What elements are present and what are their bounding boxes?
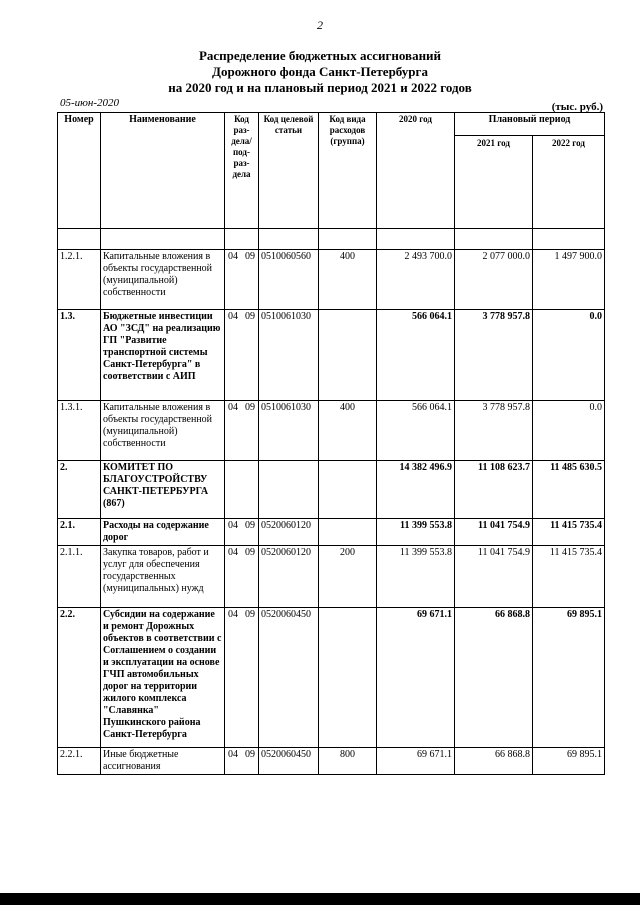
- row-name: Расходы на содержание дорог: [101, 519, 225, 546]
- title-line-3: на 2020 год и на плановый период 2021 и 2022 годов: [168, 80, 472, 95]
- document-title: [0, 48, 640, 96]
- header-expense-code: Код вида расходов (группа): [319, 113, 377, 229]
- row-target-code: 0520060120: [259, 546, 319, 608]
- scan-bottom-border: [0, 893, 640, 905]
- header-planned-period: Плановый период: [455, 113, 605, 136]
- row-subsection: 09: [245, 609, 255, 620]
- row-amount-2022: 1 497 900.0: [533, 250, 605, 310]
- row-expense-group: 800: [319, 748, 377, 775]
- header-number: Номер: [58, 113, 101, 229]
- row-amount-2020: [377, 229, 455, 250]
- row-name: Бюджетные инвестиции АО "ЗСД" на реализацию ГП "Развитие транспортной системы Санкт-Петербурга" в соответствии с АИП: [101, 310, 225, 401]
- row-expense-group: [319, 519, 377, 546]
- row-section: 04: [228, 520, 238, 531]
- row-target-code: [259, 461, 319, 519]
- row-code: [58, 229, 101, 250]
- row-amount-2020: 2 493 700.0: [377, 250, 455, 310]
- row-amount-2021: 66 868.8: [455, 748, 533, 775]
- row-code: 2.1.1.: [58, 546, 101, 608]
- row-amount-2022: 69 895.1: [533, 748, 605, 775]
- table-row: [58, 310, 605, 401]
- header-year-2020: 2020 год: [377, 113, 455, 229]
- row-expense-group: [319, 461, 377, 519]
- table-row: [58, 748, 605, 775]
- header-year-2021: 2021 год: [455, 136, 533, 229]
- row-code: 2.: [58, 461, 101, 519]
- row-amount-2022: [533, 229, 605, 250]
- row-amount-2020: 69 671.1: [377, 748, 455, 775]
- row-expense-group: 400: [319, 401, 377, 461]
- row-section-code: [225, 250, 259, 310]
- row-amount-2022: 11 415 735.4: [533, 546, 605, 608]
- units-label: (тыс. руб.): [551, 101, 603, 113]
- title-line-1: Распределение бюджетных ассигнований: [198, 48, 442, 63]
- row-name: Закупка товаров, работ и услуг для обеспечения государственных (муниципальных) нужд: [101, 546, 225, 608]
- budget-table: [57, 112, 605, 775]
- row-amount-2021: 11 041 754.9: [455, 519, 533, 546]
- row-name: КОМИТЕТ ПО БЛАГОУСТРОЙСТВУ САНКТ-ПЕТЕРБУРГА (867): [101, 461, 225, 519]
- budget-table-body: [58, 229, 605, 775]
- row-target-code: 0510061030: [259, 310, 319, 401]
- row-amount-2022: 0.0: [533, 401, 605, 461]
- row-amount-2020: 566 064.1: [377, 401, 455, 461]
- row-amount-2021: 66 868.8: [455, 608, 533, 748]
- page-number: 2: [317, 18, 323, 32]
- row-code: 1.3.: [58, 310, 101, 401]
- row-expense-group: [319, 608, 377, 748]
- row-name: Иные бюджетные ассигнования: [101, 748, 225, 775]
- row-expense-group: 400: [319, 250, 377, 310]
- table-row: [58, 461, 605, 519]
- row-section: 04: [228, 402, 238, 413]
- row-amount-2021: 3 778 957.8: [455, 401, 533, 461]
- table-row: [58, 229, 605, 250]
- row-section-code: [225, 461, 259, 519]
- header-section-code: Код раз-дела/ под-раз-дела: [225, 113, 259, 229]
- row-section-code: [225, 748, 259, 775]
- row-name: [101, 229, 225, 250]
- header-name: Наименование: [101, 113, 225, 229]
- table-row: [58, 519, 605, 546]
- row-target-code: 0520060120: [259, 519, 319, 546]
- row-target-code: [259, 229, 319, 250]
- row-code: 2.2.: [58, 608, 101, 748]
- row-amount-2021: 11 041 754.9: [455, 546, 533, 608]
- row-target-code: 0520060450: [259, 748, 319, 775]
- table-row: [58, 546, 605, 608]
- row-expense-group: [319, 229, 377, 250]
- row-code: 1.3.1.: [58, 401, 101, 461]
- row-subsection: 09: [245, 547, 255, 558]
- row-amount-2021: 2 077 000.0: [455, 250, 533, 310]
- row-amount-2020: 69 671.1: [377, 608, 455, 748]
- row-subsection: 09: [245, 402, 255, 413]
- document-date: 05-июн-2020: [60, 97, 120, 109]
- row-expense-group: [319, 310, 377, 401]
- header-target-code: Код целевой статьи: [259, 113, 319, 229]
- row-amount-2022: 69 895.1: [533, 608, 605, 748]
- row-section: 04: [228, 311, 238, 322]
- row-code: 2.2.1.: [58, 748, 101, 775]
- row-target-code: 0520060450: [259, 608, 319, 748]
- table-row: [58, 250, 605, 310]
- row-section-code: [225, 229, 259, 250]
- row-amount-2020: 566 064.1: [377, 310, 455, 401]
- row-code: 1.2.1.: [58, 250, 101, 310]
- row-subsection: 09: [245, 311, 255, 322]
- row-section: 04: [228, 609, 238, 620]
- row-target-code: 0510061030: [259, 401, 319, 461]
- row-section: 04: [228, 547, 238, 558]
- row-name: Капитальные вложения в объекты государственной (муниципальной) собственности: [101, 401, 225, 461]
- row-section-code: [225, 310, 259, 401]
- row-expense-group: 200: [319, 546, 377, 608]
- row-amount-2020: 11 399 553.8: [377, 519, 455, 546]
- row-subsection: 09: [245, 749, 255, 760]
- row-name: Субсидии на содержание и ремонт Дорожных объектов в соответствии с Соглашением о создании и эксплуатации на основе ГЧП автомобильных дорог на территории жилого комплекса "Славянка" Пушкинского района Санкт-Петербурга: [101, 608, 225, 748]
- row-subsection: 09: [245, 251, 255, 262]
- row-amount-2021: 3 778 957.8: [455, 310, 533, 401]
- header-year-2022: 2022 год: [533, 136, 605, 229]
- row-amount-2022: 0.0: [533, 310, 605, 401]
- row-section-code: [225, 608, 259, 748]
- row-name: Капитальные вложения в объекты государственной (муниципальной) собственности: [101, 250, 225, 310]
- row-amount-2022: 11 415 735.4: [533, 519, 605, 546]
- row-subsection: 09: [245, 520, 255, 531]
- row-code: 2.1.: [58, 519, 101, 546]
- table-row: [58, 608, 605, 748]
- row-section: 04: [228, 749, 238, 760]
- row-amount-2020: 14 382 496.9: [377, 461, 455, 519]
- row-amount-2021: 11 108 623.7: [455, 461, 533, 519]
- row-section-code: [225, 519, 259, 546]
- row-section-code: [225, 546, 259, 608]
- row-amount-2022: 11 485 630.5: [533, 461, 605, 519]
- row-amount-2020: 11 399 553.8: [377, 546, 455, 608]
- row-amount-2021: [455, 229, 533, 250]
- row-section-code: [225, 401, 259, 461]
- title-line-2: Дорожного фонда Санкт-Петербурга: [212, 64, 428, 79]
- row-target-code: 0510060560: [259, 250, 319, 310]
- row-section: 04: [228, 251, 238, 262]
- table-row: [58, 401, 605, 461]
